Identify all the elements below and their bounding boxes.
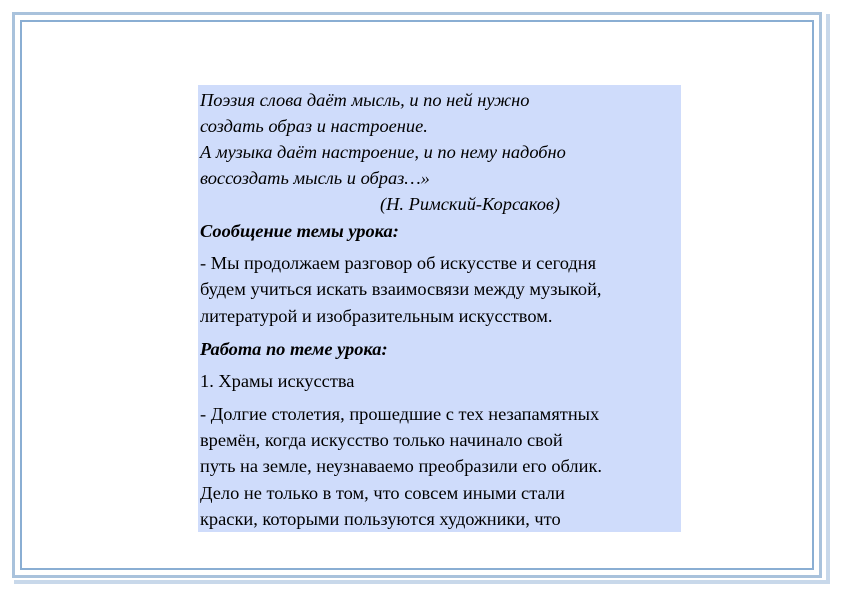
paragraph-line: - Мы продолжаем разговор об искусстве и сегодня [200, 253, 597, 273]
quote-line: воссоздать мысль и образ…» [200, 168, 430, 188]
list-item: 1. Храмы искусства [200, 371, 355, 392]
paragraph-line: литературой и изобразительным искусством. [200, 305, 553, 326]
paragraph-line: краски, которыми пользуются художники, что [200, 509, 561, 530]
paragraph-line: Дело не только в том, что совсем иными стали [200, 482, 565, 503]
paragraph-line: путь на земле, неузнаваемо преобразили его облик. [200, 456, 602, 477]
quote-line: Поэзия слова даёт мысль, и по ней нужно [200, 90, 530, 110]
frame-shadow [14, 580, 830, 584]
section-heading-lesson-work: Работа по теме урока: [200, 339, 388, 360]
paragraph-lesson-work [200, 401, 681, 532]
paragraph-line: времён, когда искусство только начинало свой [200, 430, 563, 451]
epigraph-quote [200, 87, 681, 217]
paragraph-line: будем учиться искать взаимосвязи между музыкой, [200, 279, 602, 300]
paragraph-line: - Долгие столетия, прошедшие с тех незапамятных [200, 403, 600, 424]
quote-author: (Н. Римский-Корсаков) [380, 194, 561, 214]
quote-line: А музыка даёт настроение, и по нему надобно [200, 142, 566, 162]
section-heading-lesson-topic: Сообщение темы урока: [200, 221, 399, 241]
frame-shadow [826, 14, 830, 582]
quote-line: создать образ и настроение. [200, 116, 428, 136]
text-box[interactable] [198, 85, 681, 532]
paragraph-lesson-topic [200, 250, 681, 329]
